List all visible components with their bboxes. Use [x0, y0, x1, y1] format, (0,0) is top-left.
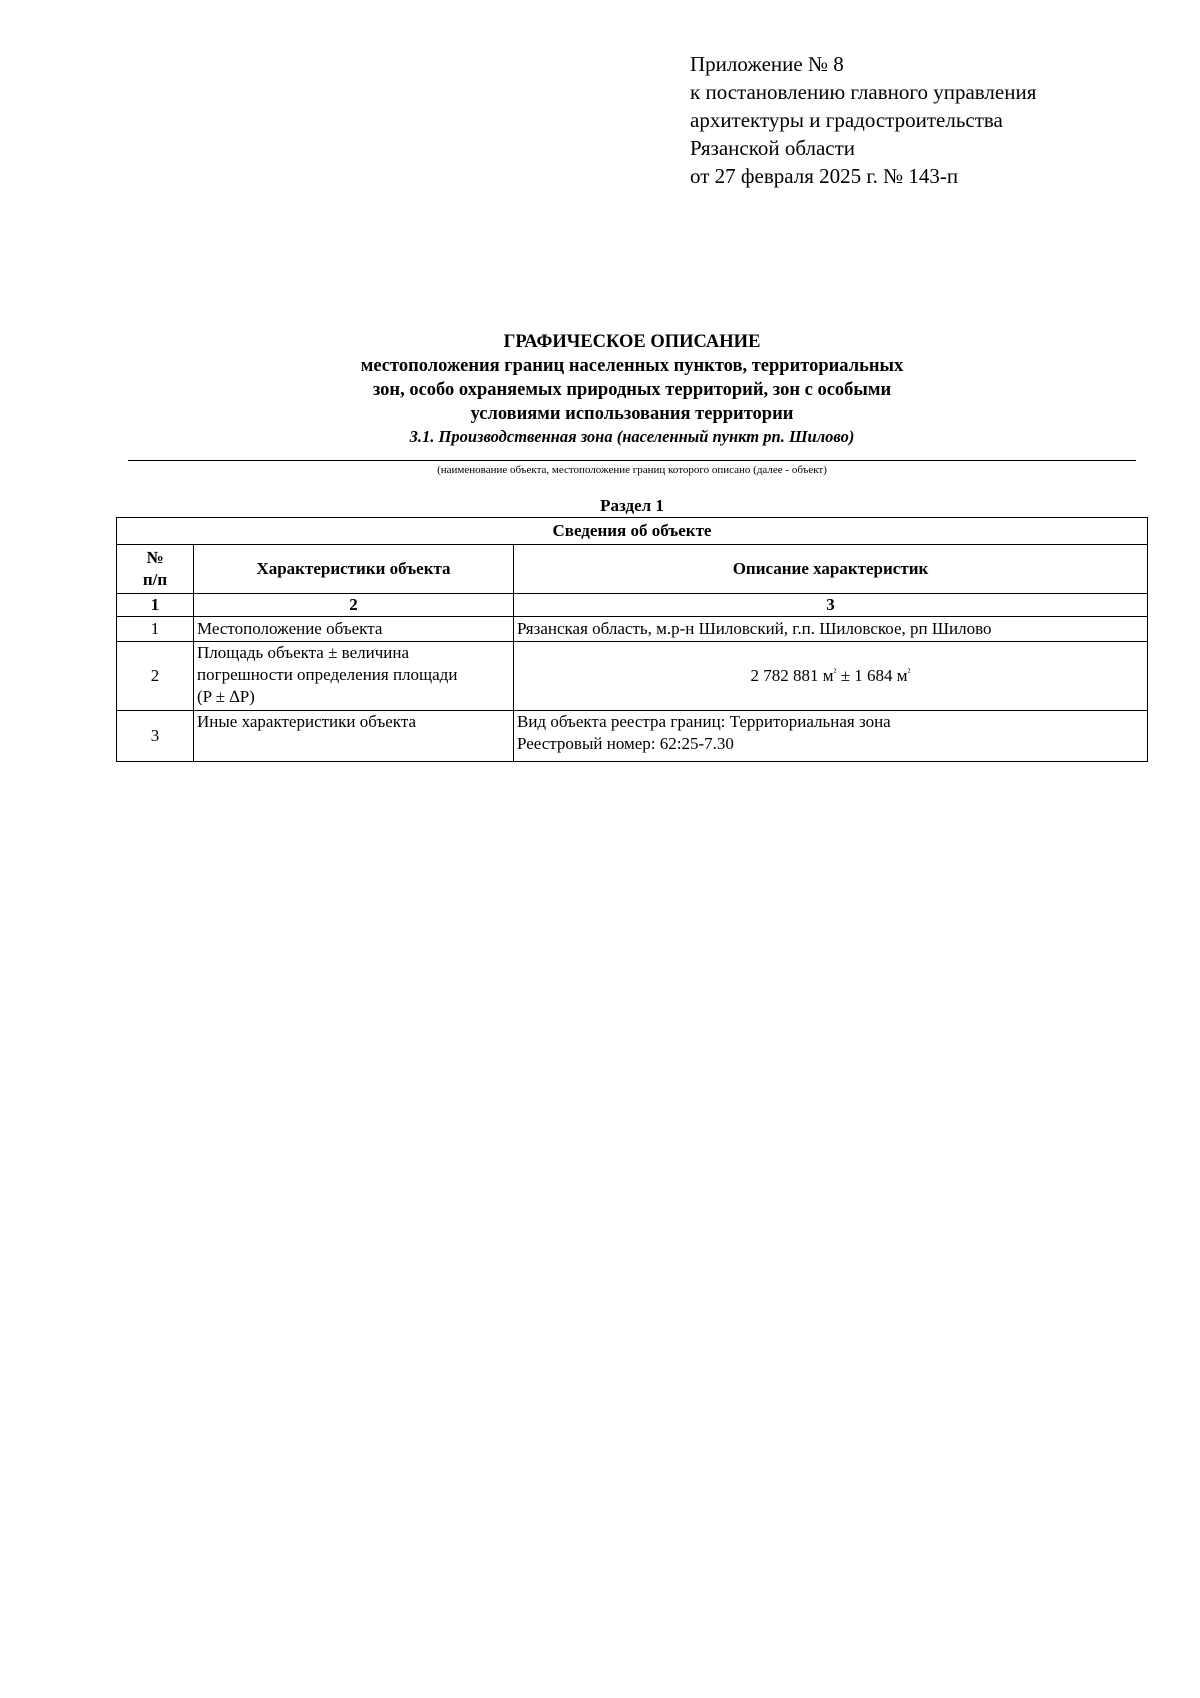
document-subtitle-line-3: условиями использования территории — [470, 404, 794, 424]
section-title: Раздел 1 — [600, 496, 664, 515]
area-tolerance: ± 1 684 м — [836, 666, 908, 685]
row-number: 2 — [117, 642, 194, 711]
area-value: 2 782 881 м — [750, 666, 834, 685]
index-cell: 2 — [194, 594, 514, 617]
table-row — [117, 617, 1148, 642]
row-number: 1 — [117, 617, 194, 642]
table-row — [117, 642, 1148, 711]
row-number: 3 — [117, 711, 194, 762]
header-characteristic: Характеристики объекта — [194, 545, 514, 594]
document-subtitle-line-2: зон, особо охраняемых природных территорий, зон с особыми — [372, 380, 892, 400]
row-characteristic: Иные характеристики объекта — [194, 711, 514, 762]
row-description-line-1: Вид объекта реестра границ: Территориальная зона — [517, 712, 891, 731]
appendix-line-5: от 27 февраля 2025 г. № 143-п — [690, 164, 959, 188]
object-name-caption: (наименование объекта, местоположение границ которого описано (далее - объект) — [437, 464, 827, 476]
object-info-table — [116, 517, 1148, 762]
document-title-block — [128, 330, 1136, 448]
object-name: 3.1. Производственная зона (населенный пункт рп. Шилово) — [409, 427, 855, 446]
row-description: Рязанская область, м.р-н Шиловский, г.п. Шиловское, рп Шилово — [514, 617, 1148, 642]
row-characteristic — [194, 642, 514, 711]
header-description: Описание характеристик — [514, 545, 1148, 594]
document-title: ГРАФИЧЕСКОЕ ОПИСАНИЕ — [503, 332, 761, 352]
header-number-line-2: п/п — [142, 570, 168, 589]
table-title: Сведения об объекте — [117, 518, 1148, 545]
tolerance-unit-superscript: ² — [907, 667, 911, 678]
appendix-line-3: архитектуры и градостроительства — [690, 108, 1003, 132]
table-row — [117, 711, 1148, 762]
row-description — [514, 642, 1148, 711]
table-title-row — [117, 518, 1148, 545]
table-header-row — [117, 545, 1148, 594]
row-characteristic-line-1: Площадь объекта ± величина — [197, 643, 410, 662]
appendix-line-1: Приложение № 8 — [690, 52, 844, 76]
header-number — [117, 545, 194, 594]
header-number-line-1: № — [146, 548, 164, 567]
document-subtitle-line-1: местоположения границ населенных пунктов, территориальных — [360, 356, 904, 376]
row-characteristic: Местоположение объекта — [194, 617, 514, 642]
row-characteristic-line-2: погрешности определения площади — [197, 665, 458, 684]
index-cell: 1 — [117, 594, 194, 617]
index-cell: 3 — [514, 594, 1148, 617]
appendix-line-2: к постановлению главного управления — [690, 80, 1037, 104]
appendix-reference — [690, 50, 1036, 190]
row-description-line-2: Реестровый номер: 62:25-7.30 — [517, 734, 734, 753]
row-characteristic-line-3: (P ± ∆P) — [197, 687, 255, 706]
appendix-line-4: Рязанской области — [690, 136, 856, 160]
area-unit-superscript: ² — [833, 667, 837, 678]
row-description — [514, 711, 1148, 762]
table-index-row — [117, 594, 1148, 617]
object-name-underline — [128, 460, 1136, 461]
